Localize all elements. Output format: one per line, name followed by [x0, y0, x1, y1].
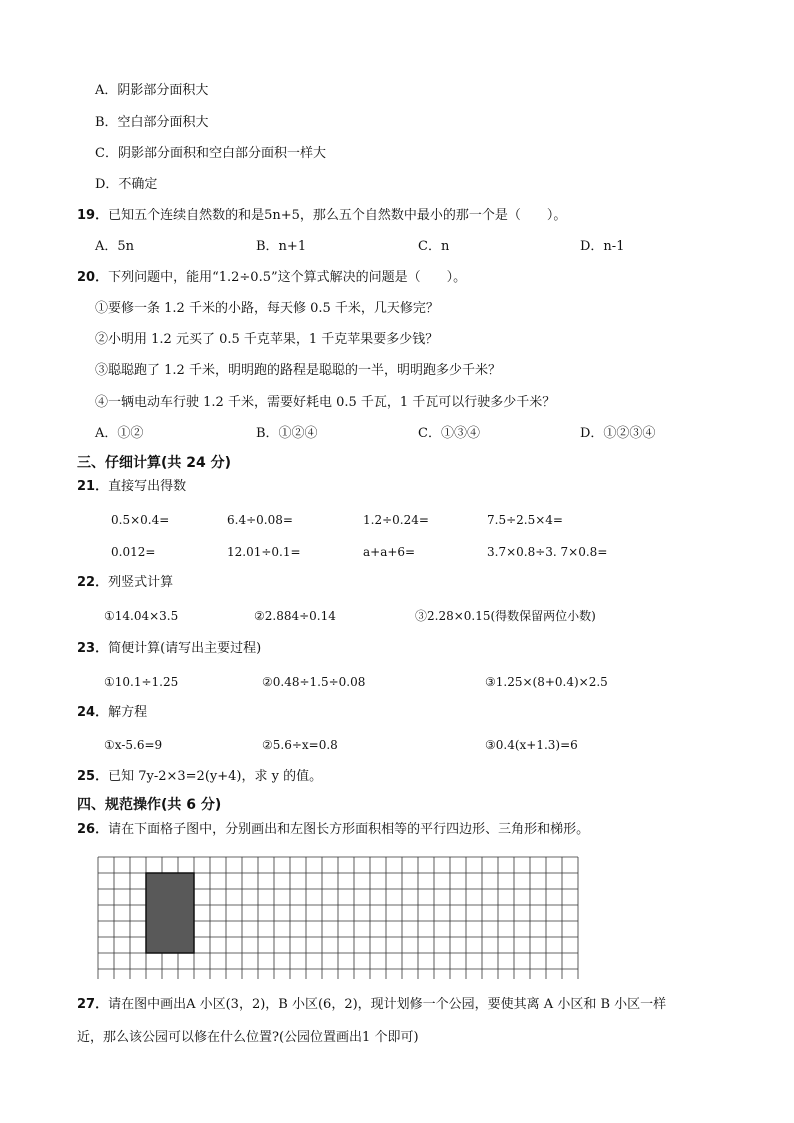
question-19 [77, 207, 566, 225]
q21-expr: 7.5÷2.5×4= [487, 513, 563, 527]
question-text: 已知 7y-2×3=2(y+4)，求 y 的值。 [108, 769, 323, 784]
shaded-rectangle [146, 873, 194, 953]
q21-expr: 1.2÷0.24= [363, 513, 429, 527]
q21-expr: 12.01÷0.1= [227, 545, 301, 559]
question-26 [77, 821, 589, 839]
q20-option-d: D．①②③④ [580, 426, 656, 441]
q20-item-3: ③聪聪跑了 1.2 千米，明明跑的路程是聪聪的一半，明明跑多少千米？ [95, 363, 501, 378]
q19-option-b: B．n+1 [256, 239, 307, 254]
section-3-heading: 三、仔细计算(共 24 分) [77, 455, 232, 471]
question-text: 解方程 [108, 705, 148, 720]
question-number: 22． [77, 575, 109, 590]
q18-option-c: C．阴影部分面积和空白部分面积一样大 [95, 146, 326, 161]
q20-option-b: B．①②④ [256, 426, 318, 441]
question-text: 已知五个连续自然数的和是5n+5，那么五个自然数中最小的那一个是（ ）。 [108, 208, 567, 223]
q22-item-3: ③2.28×0.15(得数保留两位小数) [415, 609, 596, 623]
question-number: 25． [77, 769, 109, 784]
q21-expr: 3.7×0.8÷3. 7×0.8= [487, 545, 608, 559]
question-number: 21． [77, 479, 109, 494]
q24-item-1: ①x-5.6=9 [104, 738, 163, 752]
q20-option-a: A．①② [95, 426, 144, 441]
question-21 [77, 478, 186, 496]
q24-item-2: ②5.6÷x=0.8 [262, 738, 338, 752]
question-text: 下列问题中，能用“1.2÷0.5”这个算式解决的问题是（ ）。 [108, 270, 467, 285]
question-24 [77, 704, 147, 722]
q20-item-4: ④一辆电动车行驶 1.2 千米，需要好耗电 0.5 千瓦，1 千瓦可以行驶多少千米？ [95, 395, 556, 410]
question-text: 直接写出得数 [108, 479, 187, 494]
q19-option-c: C．n [418, 239, 450, 254]
grid-figure [96, 855, 584, 979]
question-number: 23． [77, 641, 109, 656]
q20-item-2: ②小明用 1.2 元买了 0.5 千克苹果，1 千克苹果要多少钱？ [95, 332, 439, 347]
q22-item-2: ②2.884÷0.14 [254, 609, 336, 623]
question-text-line-1: 请在图中画出A 小区(3，2)，B 小区(6，2)，现计划修一个公园，要使其离 A 小区和 B 小区一样 [108, 997, 667, 1012]
question-number: 26． [77, 822, 109, 837]
question-20 [77, 269, 466, 287]
question-text: 列竖式计算 [108, 575, 174, 590]
question-25 [77, 768, 322, 786]
q21-expr: 0.012= [111, 545, 156, 559]
q19-option-a: A．5n [95, 239, 135, 254]
question-22 [77, 574, 173, 592]
question-23 [77, 640, 261, 658]
section-4-heading: 四、规范操作(共 6 分) [77, 797, 222, 813]
q23-item-1: ①10.1÷1.25 [104, 675, 179, 689]
q21-expr: a+a+6= [363, 545, 416, 559]
q20-option-c: C．①③④ [418, 426, 480, 441]
q24-item-3: ③0.4(x+1.3)=6 [485, 738, 578, 752]
question-number: 19． [77, 208, 109, 223]
q18-option-a: A．阴影部分面积大 [95, 83, 209, 98]
q20-item-1: ①要修一条 1.2 千米的小路，每天修 0.5 千米，几天修完？ [95, 301, 439, 316]
q18-option-d: D．不确定 [95, 177, 158, 192]
q23-item-2: ②0.48÷1.5÷0.08 [262, 675, 366, 689]
question-number: 20． [77, 270, 109, 285]
question-number: 24． [77, 705, 109, 720]
q19-option-d: D．n-1 [580, 239, 625, 254]
q21-expr: 0.5×0.4= [111, 513, 170, 527]
q22-item-1: ①14.04×3.5 [104, 609, 179, 623]
q21-expr: 6.4÷0.08= [227, 513, 293, 527]
question-27 [77, 996, 666, 1014]
question-number: 27． [77, 997, 109, 1012]
q18-option-b: B．空白部分面积大 [95, 115, 209, 130]
question-27-line-2: 近，那么该公园可以修在什么位置?(公园位置画出1 个即可) [77, 1030, 419, 1045]
q23-item-3: ③1.25×(8+0.4)×2.5 [485, 675, 608, 689]
question-text: 请在下面格子图中，分别画出和左图长方形面积相等的平行四边形、三角形和梯形。 [108, 822, 590, 837]
question-text: 简便计算(请写出主要过程) [108, 641, 262, 656]
